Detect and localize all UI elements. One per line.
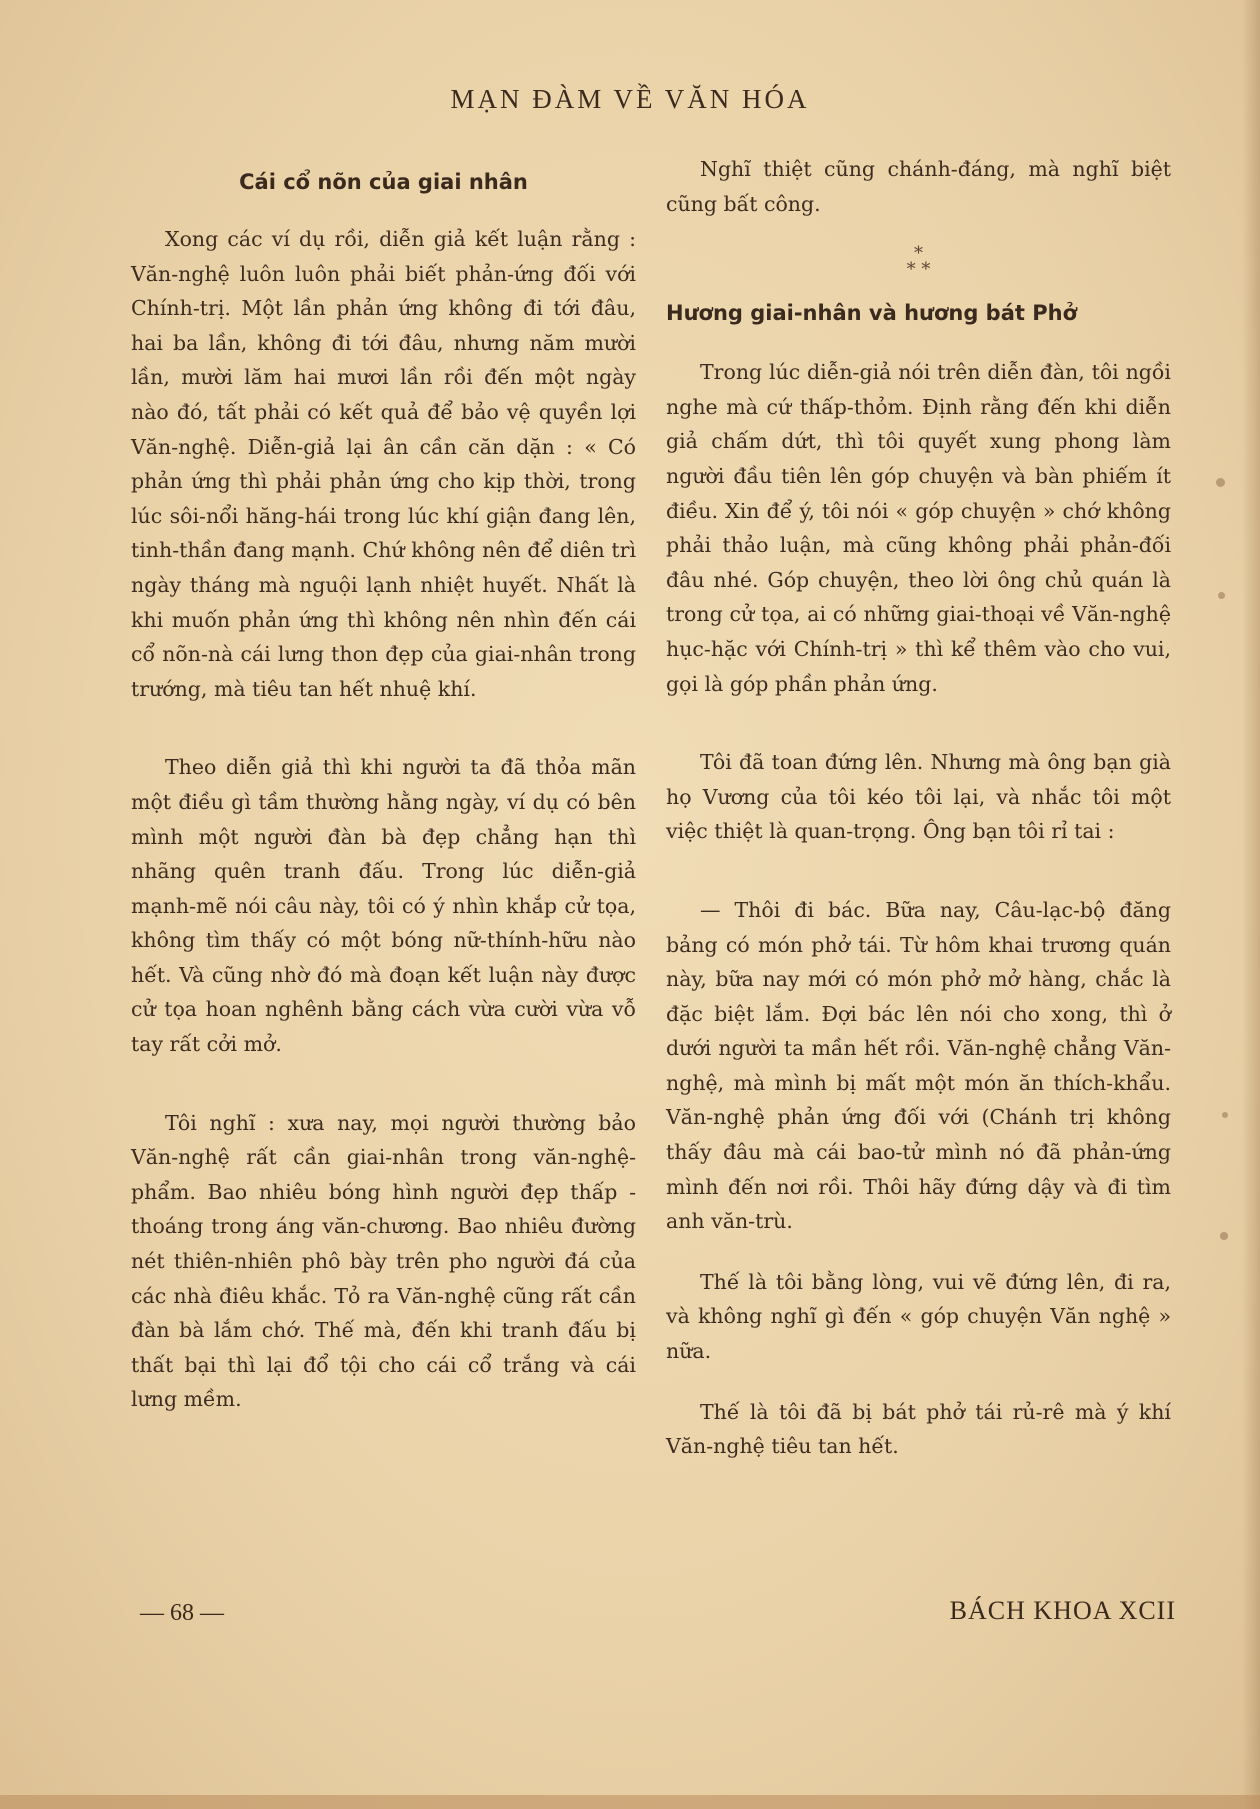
page-speck [1216, 478, 1225, 487]
paragraph: Thế là tôi bằng lòng, vui vẽ đứng lên, đi ra, và không nghĩ gì đến « góp chuyện Văn nghệ » nữa. [666, 1269, 1171, 1364]
right-column [666, 152, 1171, 1508]
section-title-left: Cái cổ nõn của giai nhân [239, 170, 528, 194]
paragraph: Trong lúc diễn-giả nói trên diễn đàn, tôi ngồi nghe mà cứ thấp-thỏm. Định rằng đến khi diễn giả chấm dứt, thì tôi quyết xung phong làm người đầu tiên lên góp chuyện và bàn phiếm ít điều. Xin để ý, tôi nói « góp chuyện » chớ không phải thảo luận, mà cũng không phải phản-đối đâu nhé. Góp chuyện, theo lời ông chủ quán là trong cử tọa, ai có những giai-thoại về Văn-nghệ hục-hặc với Chính-trị » thì kể thêm vào cho vui, gọi là góp phần phản ứng. [666, 360, 1171, 696]
section-divider [666, 243, 1171, 281]
opening-paragraph: Nghĩ thiệt cũng chánh-đáng, mà nghĩ biệt cũng bất công. [666, 157, 1171, 216]
divider-star-top: * [914, 243, 923, 265]
page-number: — 68 — [140, 1600, 224, 1626]
page-edge-shadow [1242, 0, 1260, 1809]
page-speck [1222, 1112, 1228, 1118]
publication-name: BÁCH KHOA XCII [949, 1596, 1176, 1625]
paragraph: — Thôi đi bác. Bữa nay, Câu-lạc-bộ đăng bảng có món phở tái. Từ hôm khai trương quán này, bữa nay mới có món phở mở hàng, chắc là đặc biệt lắm. Đợi bác lên nói cho xong, thì ở dưới người ta mần hết rồi. Văn-nghệ chẳng Văn-nghệ, mà mình bị mất một món ăn thích-khẩu. Văn-nghệ phản ứng đối với (Chánh trị không thấy đâu mà cái bao-tử mình nó đã phản-ứng mình đến nơi rồi. Thôi hãy đứng dậy và đi tìm anh văn-trù. [666, 897, 1171, 1234]
left-column [131, 160, 636, 1461]
section-title-right: Hương giai-nhân và hương bát Phở [666, 301, 1078, 326]
running-title: MẠN ĐÀM VỀ VĂN HÓA [450, 84, 810, 114]
page-speck [1220, 1232, 1228, 1240]
paragraph: Xong các ví dụ rồi, diễn giả kết luận rằng : Văn-nghệ luôn luôn phải biết phản-ứng đối với Chính-trị. Một lần phản ứng không đi tới đâu, hai ba lần, không đi tới đâu, nhưng năm mười lần, mười lăm hai mươi lần rồi đến một ngày nào đó, tất phải có kết quả để bảo vệ quyền lợi Văn-nghệ. Diễn-giả lại ân cần căn dặn : « Có phản ứng thì phải phản ứng cho kịp thời, trong lúc sôi-nổi hăng-hái trong lúc khí giận đang lên, tinh-thần đang mạnh. Chứ không nên để diên trì ngày tháng mà nguội lạnh nhiệt huyết. Nhất là khi muốn phản ứng thì không nên nhìn đến cái cổ nõn-nà cái lưng thon đẹp của giai-nhân trong trướng, mà tiêu tan hết nhuệ khí. [131, 227, 636, 701]
paragraph: Theo diễn giả thì khi người ta đã thỏa mãn một điều gì tầm thường hằng ngày, ví dụ có bên mình một người đàn bà đẹp chẳng hạn thì nhãng quên tranh đấu. Trong lúc diễn-giả mạnh-mẽ nói câu này, tôi có ý nhìn khắp cử tọa, không tìm thấy có một bóng nữ-thính-hữu nào hết. Và cũng nhờ đó mà đoạn kết luận này được cử tọa hoan nghênh bằng cách vừa cười vừa vỗ tay rất cởi mở. [131, 755, 636, 1057]
divider-star-bottom: * * [906, 259, 931, 281]
page-speck [1218, 592, 1225, 599]
paragraph: Tôi nghĩ : xưa nay, mọi người thường bảo Văn-nghệ rất cần giai-nhân trong văn-nghệ-phẩm. Bao nhiêu bóng hình người đẹp thấp - thoáng trong áng văn-chương. Bao nhiêu đường nét thiên-nhiên phô bày trên pho người đá của các nhà điêu khắc. Tỏ ra Văn-nghệ cũng rất cần đàn bà lắm chớ. Thế mà, đến khi tranh đấu bị thất bại thì lại đổ tội cho cái cổ trắng và cái lưng mềm. [131, 1110, 636, 1412]
paragraph: Tôi đã toan đứng lên. Nhưng mà ông bạn già họ Vương của tôi kéo tôi lại, và nhắc tôi một việc thiệt là quan-trọng. Ông bạn tôi rỉ tai : [666, 750, 1171, 844]
paragraph: Thế là tôi đã bị bát phở tái rủ-rê mà ý khí Văn-nghệ tiêu tan hết. [666, 1399, 1171, 1459]
